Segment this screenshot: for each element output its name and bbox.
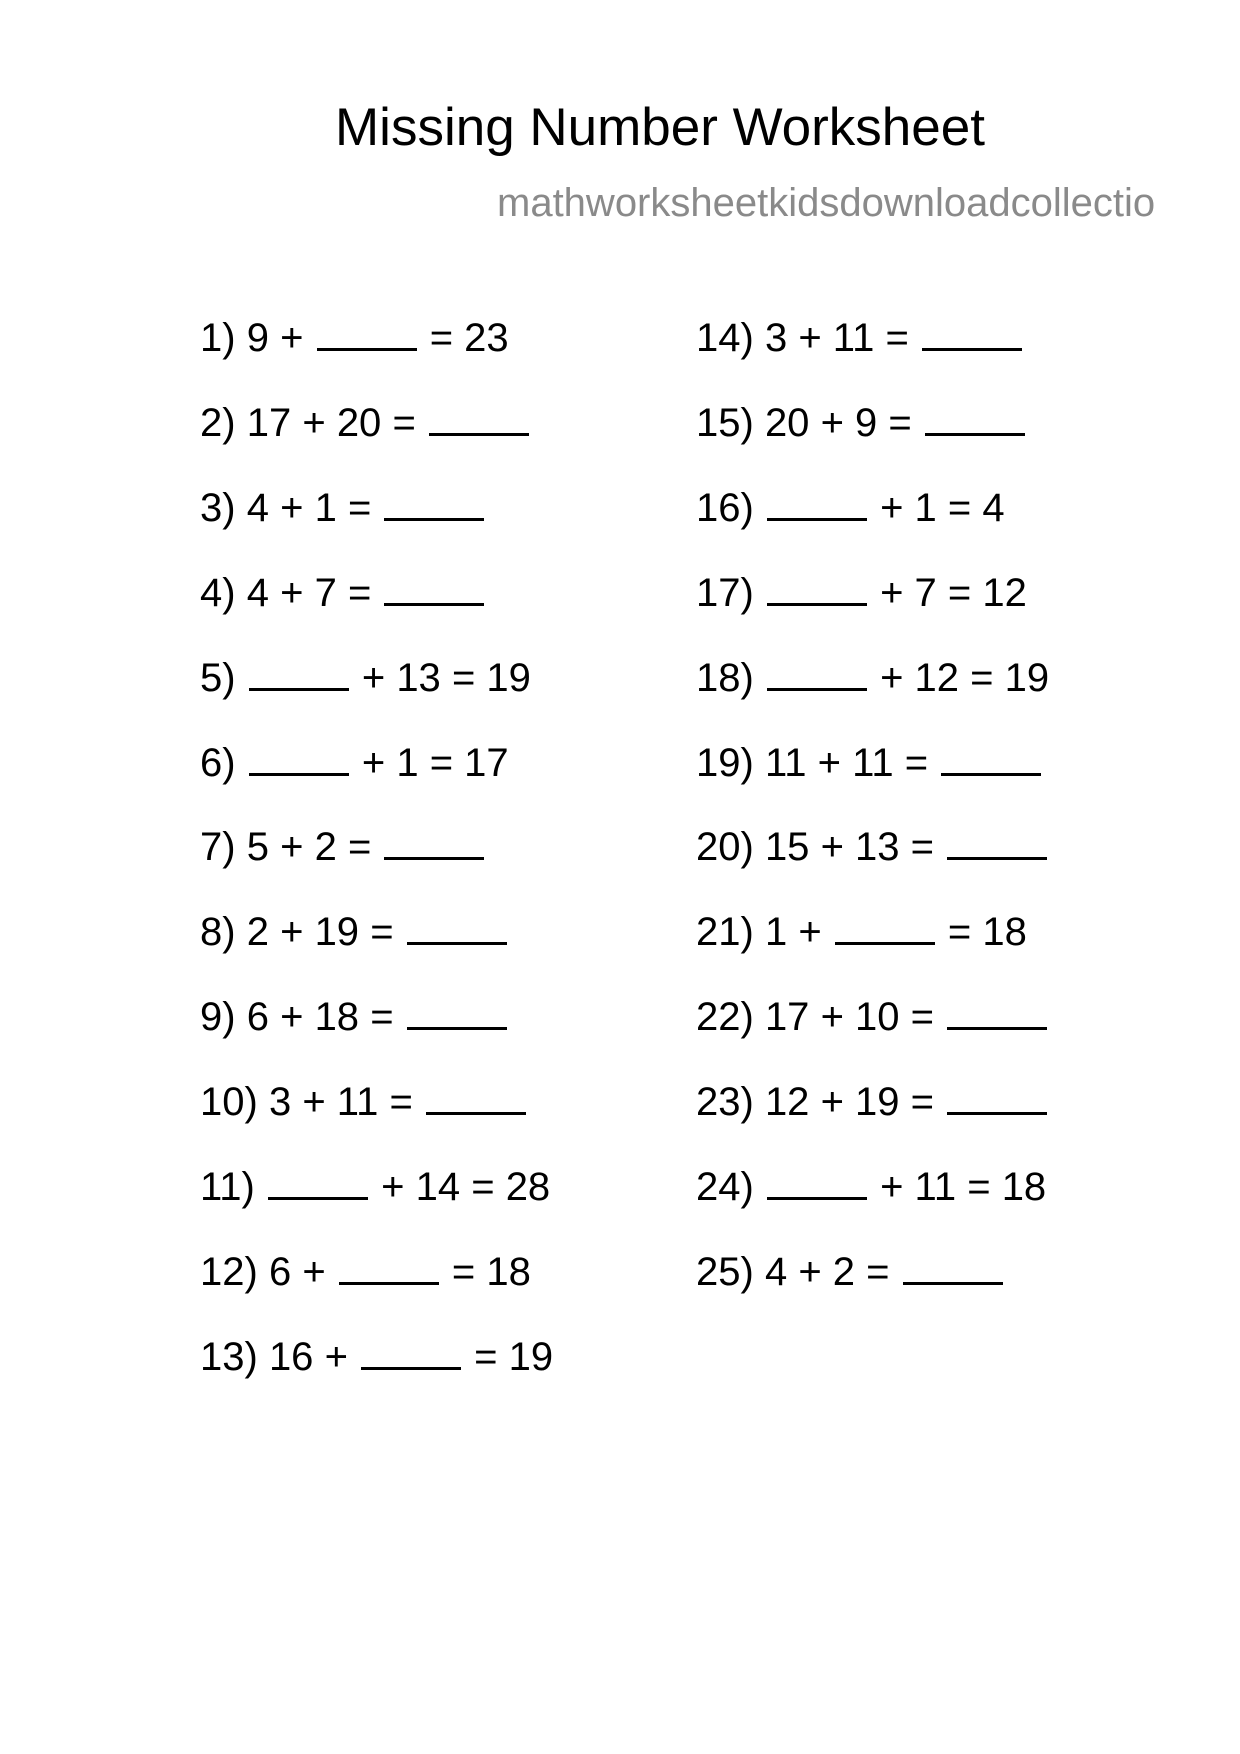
watermark-text: mathworksheetkidsdownloadcollectio [497, 181, 1156, 225]
operand-a: 12 [764, 1080, 810, 1125]
problem-item [696, 823, 1049, 870]
answer-blank[interactable] [941, 739, 1041, 776]
operator: + [324, 1334, 348, 1379]
equals-sign: = [910, 825, 935, 870]
operator: + [880, 1165, 904, 1209]
problem-item [696, 569, 1027, 616]
operand-a: 4 [764, 1249, 788, 1294]
operand-b: 20 [336, 400, 382, 445]
operand-b: 11 [852, 740, 894, 785]
operator: + [381, 1165, 405, 1209]
operator: + [280, 995, 304, 1040]
result-value: 18 [982, 910, 1027, 955]
problem-item [696, 993, 1049, 1040]
operand-a: 9 [246, 316, 269, 360]
operand-a: 4 [246, 570, 269, 615]
operand-b: 11 [832, 316, 875, 360]
equals-sign: = [347, 570, 372, 615]
answer-blank[interactable] [767, 484, 867, 521]
answer-blank[interactable] [835, 908, 935, 945]
operand-b: 1 [314, 485, 337, 530]
answer-blank[interactable] [767, 654, 867, 691]
operator: + [361, 655, 386, 700]
equals-sign: = [370, 995, 394, 1040]
operand-a: 17 [764, 995, 810, 1040]
operand-b: 10 [855, 995, 900, 1040]
result-value: 17 [464, 740, 509, 785]
problem-item [200, 399, 531, 446]
problem-item [200, 569, 486, 616]
answer-blank[interactable] [767, 569, 867, 606]
equals-sign: = [904, 740, 929, 785]
problem-item [200, 823, 486, 870]
operand-b: 7 [314, 570, 337, 615]
problem-item [200, 1333, 553, 1380]
operand-b: 14 [415, 1165, 461, 1209]
answer-blank[interactable] [407, 993, 507, 1030]
problem-number: 17) [696, 570, 754, 615]
problem-item [696, 654, 1049, 701]
operand-a: 3 [764, 316, 788, 360]
equals-sign: = [866, 1249, 890, 1294]
operand-a: 6 [268, 1249, 292, 1294]
result-value: 28 [505, 1165, 551, 1209]
operator: + [280, 910, 304, 955]
operand-a: 1 [764, 910, 788, 955]
problem-item [200, 654, 531, 701]
answer-blank[interactable] [339, 1248, 439, 1285]
operator: + [302, 400, 326, 445]
equals-sign: = [451, 1249, 476, 1294]
operand-b: 12 [914, 655, 960, 700]
problem-number: 22) [696, 995, 754, 1040]
answer-blank[interactable] [429, 399, 529, 436]
equals-sign: = [370, 910, 394, 955]
operator: + [820, 400, 844, 445]
equals-sign: = [347, 825, 372, 870]
operand-b: 13 [396, 655, 441, 700]
equals-sign: = [947, 910, 972, 955]
problem-number: 13) [200, 1334, 258, 1379]
result-value: 18 [1001, 1165, 1047, 1209]
problem-number: 8) [200, 910, 236, 955]
problem-number: 10) [200, 1080, 258, 1125]
equals-sign: = [910, 995, 935, 1040]
answer-blank[interactable] [922, 314, 1022, 351]
answer-blank[interactable] [426, 1078, 526, 1115]
problem-number: 3) [200, 485, 236, 530]
problem-item [696, 1248, 1005, 1295]
answer-blank[interactable] [903, 1248, 1003, 1285]
operand-b: 1 [914, 485, 937, 530]
result-value: 4 [982, 485, 1005, 530]
problem-number: 1) [200, 316, 236, 360]
operand-a: 3 [268, 1080, 292, 1125]
operator: + [302, 1249, 326, 1294]
answer-blank[interactable] [384, 484, 484, 521]
answer-blank[interactable] [947, 1078, 1047, 1115]
operator: + [361, 740, 386, 785]
operand-b: 11 [336, 1080, 379, 1125]
problem-number: 15) [696, 400, 754, 445]
problem-item [696, 1163, 1046, 1210]
operator: + [880, 570, 904, 615]
equals-sign: = [347, 485, 372, 530]
problem-number: 18) [696, 655, 754, 700]
operand-a: 2 [246, 910, 269, 955]
equals-sign: = [451, 655, 476, 700]
answer-blank[interactable] [361, 1333, 461, 1370]
operand-b: 19 [855, 1080, 900, 1125]
answer-blank[interactable] [384, 569, 484, 606]
problem-number: 23) [696, 1080, 754, 1125]
problem-number: 12) [200, 1249, 258, 1294]
answer-blank[interactable] [767, 1163, 867, 1200]
operand-a: 6 [246, 995, 269, 1040]
equals-sign: = [888, 400, 912, 445]
problem-item [200, 1163, 550, 1210]
answer-blank[interactable] [384, 823, 484, 860]
result-value: 12 [982, 570, 1027, 615]
operator: + [798, 910, 822, 955]
operand-b: 9 [855, 400, 878, 445]
operator: + [880, 485, 904, 530]
result-value: 19 [486, 655, 531, 700]
problem-number: 9) [200, 995, 236, 1040]
result-value: 19 [508, 1334, 554, 1379]
answer-blank[interactable] [249, 654, 349, 691]
problem-item [696, 484, 1005, 531]
problem-number: 4) [200, 570, 236, 615]
problem-number: 11) [200, 1165, 255, 1209]
problem-number: 16) [696, 485, 754, 530]
operator: + [798, 316, 822, 360]
operand-a: 5 [246, 825, 269, 870]
equals-sign: = [429, 740, 454, 785]
problem-item [200, 739, 509, 786]
equals-sign: = [392, 400, 416, 445]
operator: + [820, 995, 844, 1040]
problem-number: 20) [696, 825, 754, 870]
problem-item [200, 1248, 531, 1295]
operand-b: 1 [396, 740, 419, 785]
operator: + [798, 1249, 822, 1294]
operator: + [820, 825, 844, 870]
problem-item [696, 399, 1027, 446]
equals-sign: = [970, 655, 994, 700]
problem-item [696, 314, 1024, 361]
problem-item [696, 739, 1043, 786]
problem-number: 2) [200, 400, 236, 445]
result-value: 18 [486, 1249, 531, 1294]
operator: + [302, 1080, 326, 1125]
problem-item [696, 908, 1027, 955]
operator: + [280, 485, 304, 530]
problem-number: 25) [696, 1249, 754, 1294]
operator: + [280, 570, 304, 615]
problem-number: 6) [200, 740, 236, 785]
worksheet-title: Missing Number Worksheet [335, 98, 985, 157]
problem-number: 19) [696, 740, 754, 785]
operand-b: 2 [314, 825, 337, 870]
operand-a: 16 [268, 1334, 314, 1379]
answer-blank[interactable] [317, 314, 417, 351]
operand-a: 11 [764, 740, 807, 785]
operator: + [280, 825, 304, 870]
operator: + [817, 740, 841, 785]
equals-sign: = [429, 316, 454, 360]
equals-sign: = [967, 1165, 991, 1209]
result-value: 19 [1004, 655, 1050, 700]
answer-blank[interactable] [268, 1163, 368, 1200]
operand-b: 19 [314, 910, 360, 955]
operand-b: 13 [855, 825, 900, 870]
problem-number: 21) [696, 910, 754, 955]
operand-a: 20 [764, 400, 810, 445]
equals-sign: = [471, 1165, 495, 1209]
result-value: 23 [464, 316, 509, 360]
operand-a: 17 [246, 400, 292, 445]
operand-a: 4 [246, 485, 269, 530]
answer-blank[interactable] [249, 739, 349, 776]
answer-blank[interactable] [947, 823, 1047, 860]
problem-item [200, 993, 509, 1040]
operator: + [880, 655, 904, 700]
problem-number: 5) [200, 655, 236, 700]
problem-number: 14) [696, 316, 754, 360]
operand-b: 11 [914, 1165, 957, 1209]
problem-number: 7) [200, 825, 236, 870]
operator: + [820, 1080, 844, 1125]
operand-a: 15 [764, 825, 810, 870]
equals-sign: = [910, 1080, 935, 1125]
equals-sign: = [389, 1080, 413, 1125]
operator: + [280, 316, 304, 360]
problem-item [200, 908, 509, 955]
problem-item [200, 484, 486, 531]
problem-number: 24) [696, 1165, 754, 1209]
equals-sign: = [885, 316, 909, 360]
problem-item [696, 1078, 1049, 1125]
operand-b: 7 [914, 570, 937, 615]
problem-item [200, 1078, 528, 1125]
answer-blank[interactable] [407, 908, 507, 945]
operand-b: 18 [314, 995, 360, 1040]
problem-item [200, 314, 509, 361]
operand-b: 2 [832, 1249, 856, 1294]
equals-sign: = [947, 485, 972, 530]
answer-blank[interactable] [947, 993, 1047, 1030]
equals-sign: = [947, 570, 972, 615]
equals-sign: = [474, 1334, 498, 1379]
answer-blank[interactable] [925, 399, 1025, 436]
